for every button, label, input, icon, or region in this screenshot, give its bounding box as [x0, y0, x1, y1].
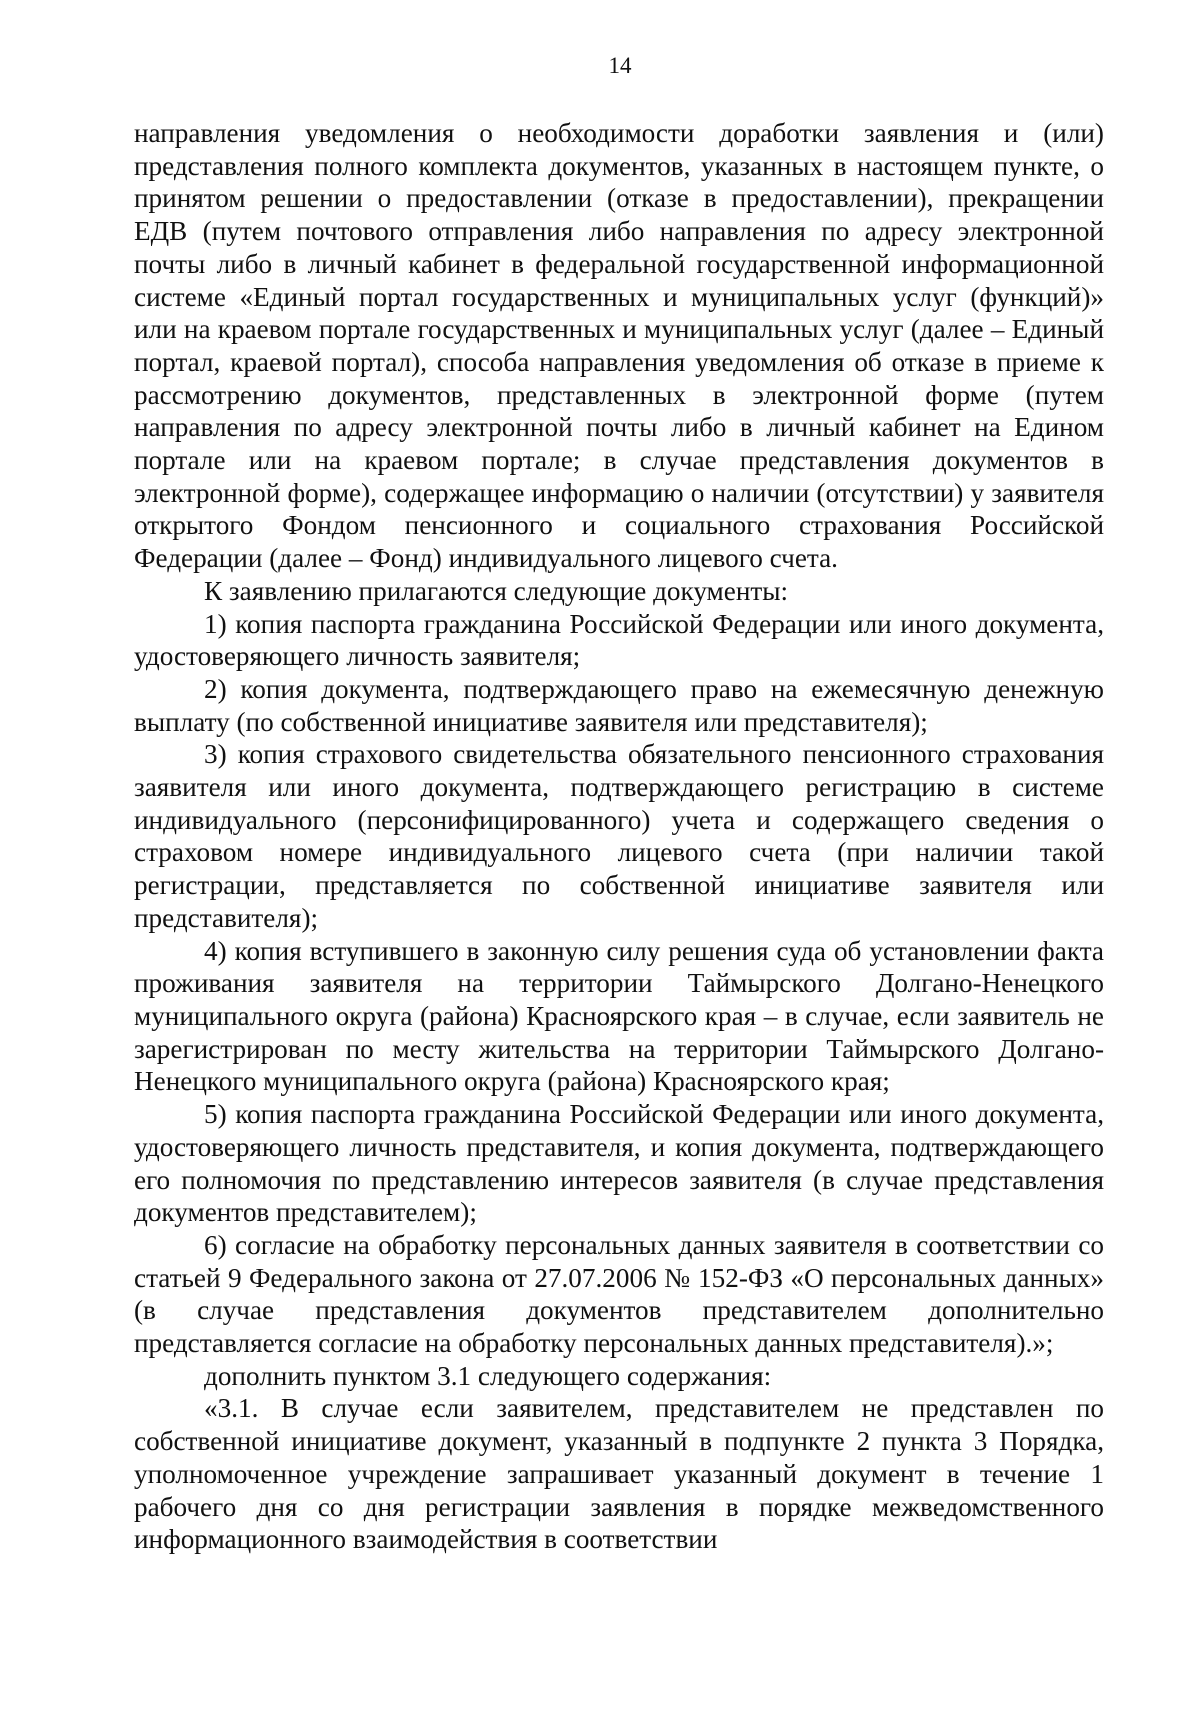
list-item-1: 1) копия паспорта гражданина Российской Федерации или иного документа, удостоверяющего личность заявителя;: [134, 608, 1104, 672]
paragraph-clause-3-1: «3.1. В случае если заявителем, представителем не представлен по собственной инициативе документ, указанный в подпункте 2 пункта 3 Порядка, уполномоченное учреждение запрашивает указанный документ в течение 1 рабочего дня со дня регистрации заявления в порядке межведомственного информационного взаимодействия в соответствии: [134, 1393, 1104, 1555]
paragraph-notification-method: направления уведомления о необходимости доработки заявления и (или) представления полного комплекта документов, указанных в настоящем пункте, о принятом решении о предоставлении (отказе в предоставлении), прекращении ЕДВ (путем почтового отправления либо направления по адресу электронной почты либо в личный кабинет в федеральной государственной информационной системе «Единый портал государственных и муниципальных услуг (функций)» или на краевом портале государственных и муниципальных услуг (далее – Единый портал, краевой портал), способа направления уведомления об отказе в приеме к рассмотрению документов, представленных в электронной форме (путем направления по адресу электронной почты либо в личный кабинет на Едином портале или на краевом портале; в случае представления документов в электронной форме), содержащее информацию о наличии (отсутствии) у заявителя открытого Фондом пенсионного и социального страхования Российской Федерации (далее – Фонд) индивидуального лицевого счета.: [134, 118, 1104, 574]
list-item-2: 2) копия документа, подтверждающего право на ежемесячную денежную выплату (по собственной инициативе заявителя или представителя);: [134, 673, 1104, 737]
list-item-4: 4) копия вступившего в законную силу решения суда об установлении факта проживания заявителя на территории Таймырского Долгано-Ненецкого муниципального округа (района) Красноярского края – в случае, если заявитель не зарегистрирован по месту жительства на территории Таймырского Долгано-Ненецкого муниципального округа (района) Красноярского края;: [134, 935, 1104, 1097]
list-item-3: 3) копия страхового свидетельства обязательного пенсионного страхования заявителя или иного документа, подтверждающего регистрацию в системе индивидуального (персонифицированного) учета и содержащего сведения о страховом номере индивидуального лицевого счета (при наличии такой регистрации, представляется по собственной инициативе заявителя или представителя);: [134, 739, 1104, 933]
document-body: [134, 117, 1104, 1556]
page-number: 14: [608, 53, 632, 78]
paragraph-attached-documents-intro: К заявлению прилагаются следующие документы:: [204, 575, 789, 606]
paragraph-amendment-intro: дополнить пунктом 3.1 следующего содержания:: [204, 1360, 772, 1391]
list-item-5: 5) копия паспорта гражданина Российской Федерации или иного документа, удостоверяющего личность представителя, и копия документа, подтверждающего его полномочия по представлению интересов заявителя (в случае представления документов представителем);: [134, 1099, 1104, 1228]
list-item-6: 6) согласие на обработку персональных данных заявителя в соответствии со статьей 9 Федерального закона от 27.07.2006 № 152-ФЗ «О персональных данных» (в случае представления документов представителем дополнительно представляется согласие на обработку персональных данных представителя).»;: [134, 1229, 1104, 1359]
